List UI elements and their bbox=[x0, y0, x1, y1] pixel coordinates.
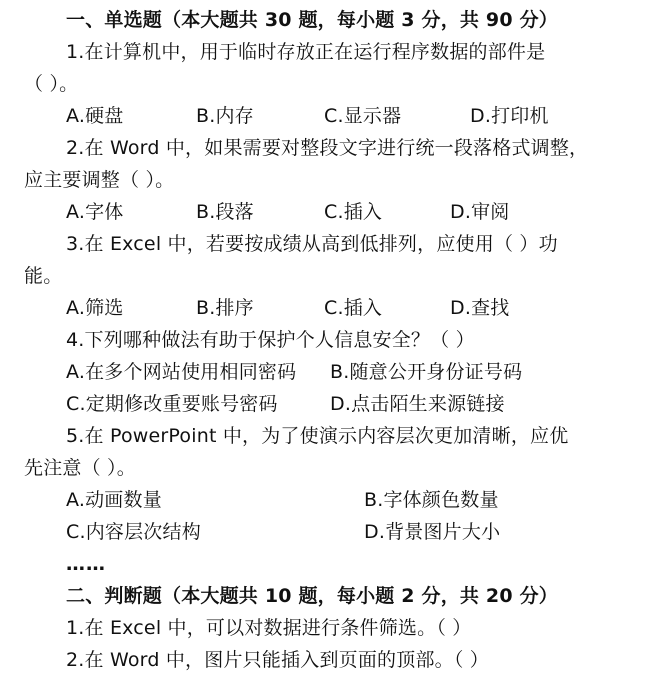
q3-text: 3.在 Excel 中，若要按成绩从高到低排列，应使用（ ）功 bbox=[66, 233, 558, 255]
q1-options bbox=[0, 100, 647, 132]
q4-options-row2 bbox=[0, 388, 647, 420]
q4-option-a: A.在多个网站使用相同密码 bbox=[66, 361, 297, 383]
q4-text: 4.下列哪种做法有助于保护个人信息安全？（ ） bbox=[66, 329, 475, 351]
q5-text: 5.在 PowerPoint 中，为了使演示内容层次更加清晰，应优 bbox=[66, 425, 569, 447]
q3-option-c: C.插入 bbox=[324, 297, 383, 319]
section1-heading: 一、单选题（本大题共 30 题，每小题 3 分，共 90 分） bbox=[66, 9, 558, 31]
q5-option-d: D.背景图片大小 bbox=[364, 521, 501, 543]
tf-q2-text: 2.在 Word 中，图片只能插入到页面的顶部。（ ） bbox=[66, 649, 489, 671]
q1-text: 1.在计算机中，用于临时存放正在运行程序数据的部件是 bbox=[66, 41, 546, 63]
q5-option-a: A.动画数量 bbox=[66, 489, 162, 511]
q5-option-b: B.字体颜色数量 bbox=[364, 489, 499, 511]
omitted-questions-ellipsis: …… bbox=[66, 553, 106, 575]
q1-text-cont: （ ）。 bbox=[24, 73, 79, 95]
q3-option-a: A.筛选 bbox=[66, 297, 124, 319]
q3-options bbox=[0, 292, 647, 324]
q4-option-c: C.定期修改重要账号密码 bbox=[66, 393, 278, 415]
section2-heading: 二、判断题（本大题共 10 题，每小题 2 分，共 20 分） bbox=[66, 585, 558, 607]
q5-option-c: C.内容层次结构 bbox=[66, 521, 201, 543]
q3-option-b: B.排序 bbox=[196, 297, 254, 319]
q5-text-cont: 先注意（ ）。 bbox=[24, 457, 136, 479]
q3-text-cont: 能。 bbox=[24, 265, 63, 287]
q1-option-a: A.硬盘 bbox=[66, 105, 124, 127]
tf-q1-text: 1.在 Excel 中，可以对数据进行条件筛选。（ ） bbox=[66, 617, 472, 639]
q4-option-d: D.点击陌生来源链接 bbox=[330, 393, 505, 415]
q3-option-d: D.查找 bbox=[450, 297, 510, 319]
q1-option-d: D.打印机 bbox=[470, 105, 549, 127]
q2-text-cont: 应主要调整（ ）。 bbox=[24, 169, 175, 191]
q1-option-c: C.显示器 bbox=[324, 105, 402, 127]
q2-option-d: D.审阅 bbox=[450, 201, 510, 223]
q2-text: 2.在 Word 中，如果需要对整段文字进行统一段落格式调整， bbox=[66, 137, 589, 159]
q5-options-row1 bbox=[0, 484, 647, 516]
q2-option-c: C.插入 bbox=[324, 201, 383, 223]
q2-options bbox=[0, 196, 647, 228]
q4-option-b: B.随意公开身份证号码 bbox=[330, 361, 523, 383]
q1-option-b: B.内存 bbox=[196, 105, 254, 127]
q5-options-row2 bbox=[0, 516, 647, 548]
q4-options-row1 bbox=[0, 356, 647, 388]
q2-option-a: A.字体 bbox=[66, 201, 124, 223]
q2-option-b: B.段落 bbox=[196, 201, 254, 223]
